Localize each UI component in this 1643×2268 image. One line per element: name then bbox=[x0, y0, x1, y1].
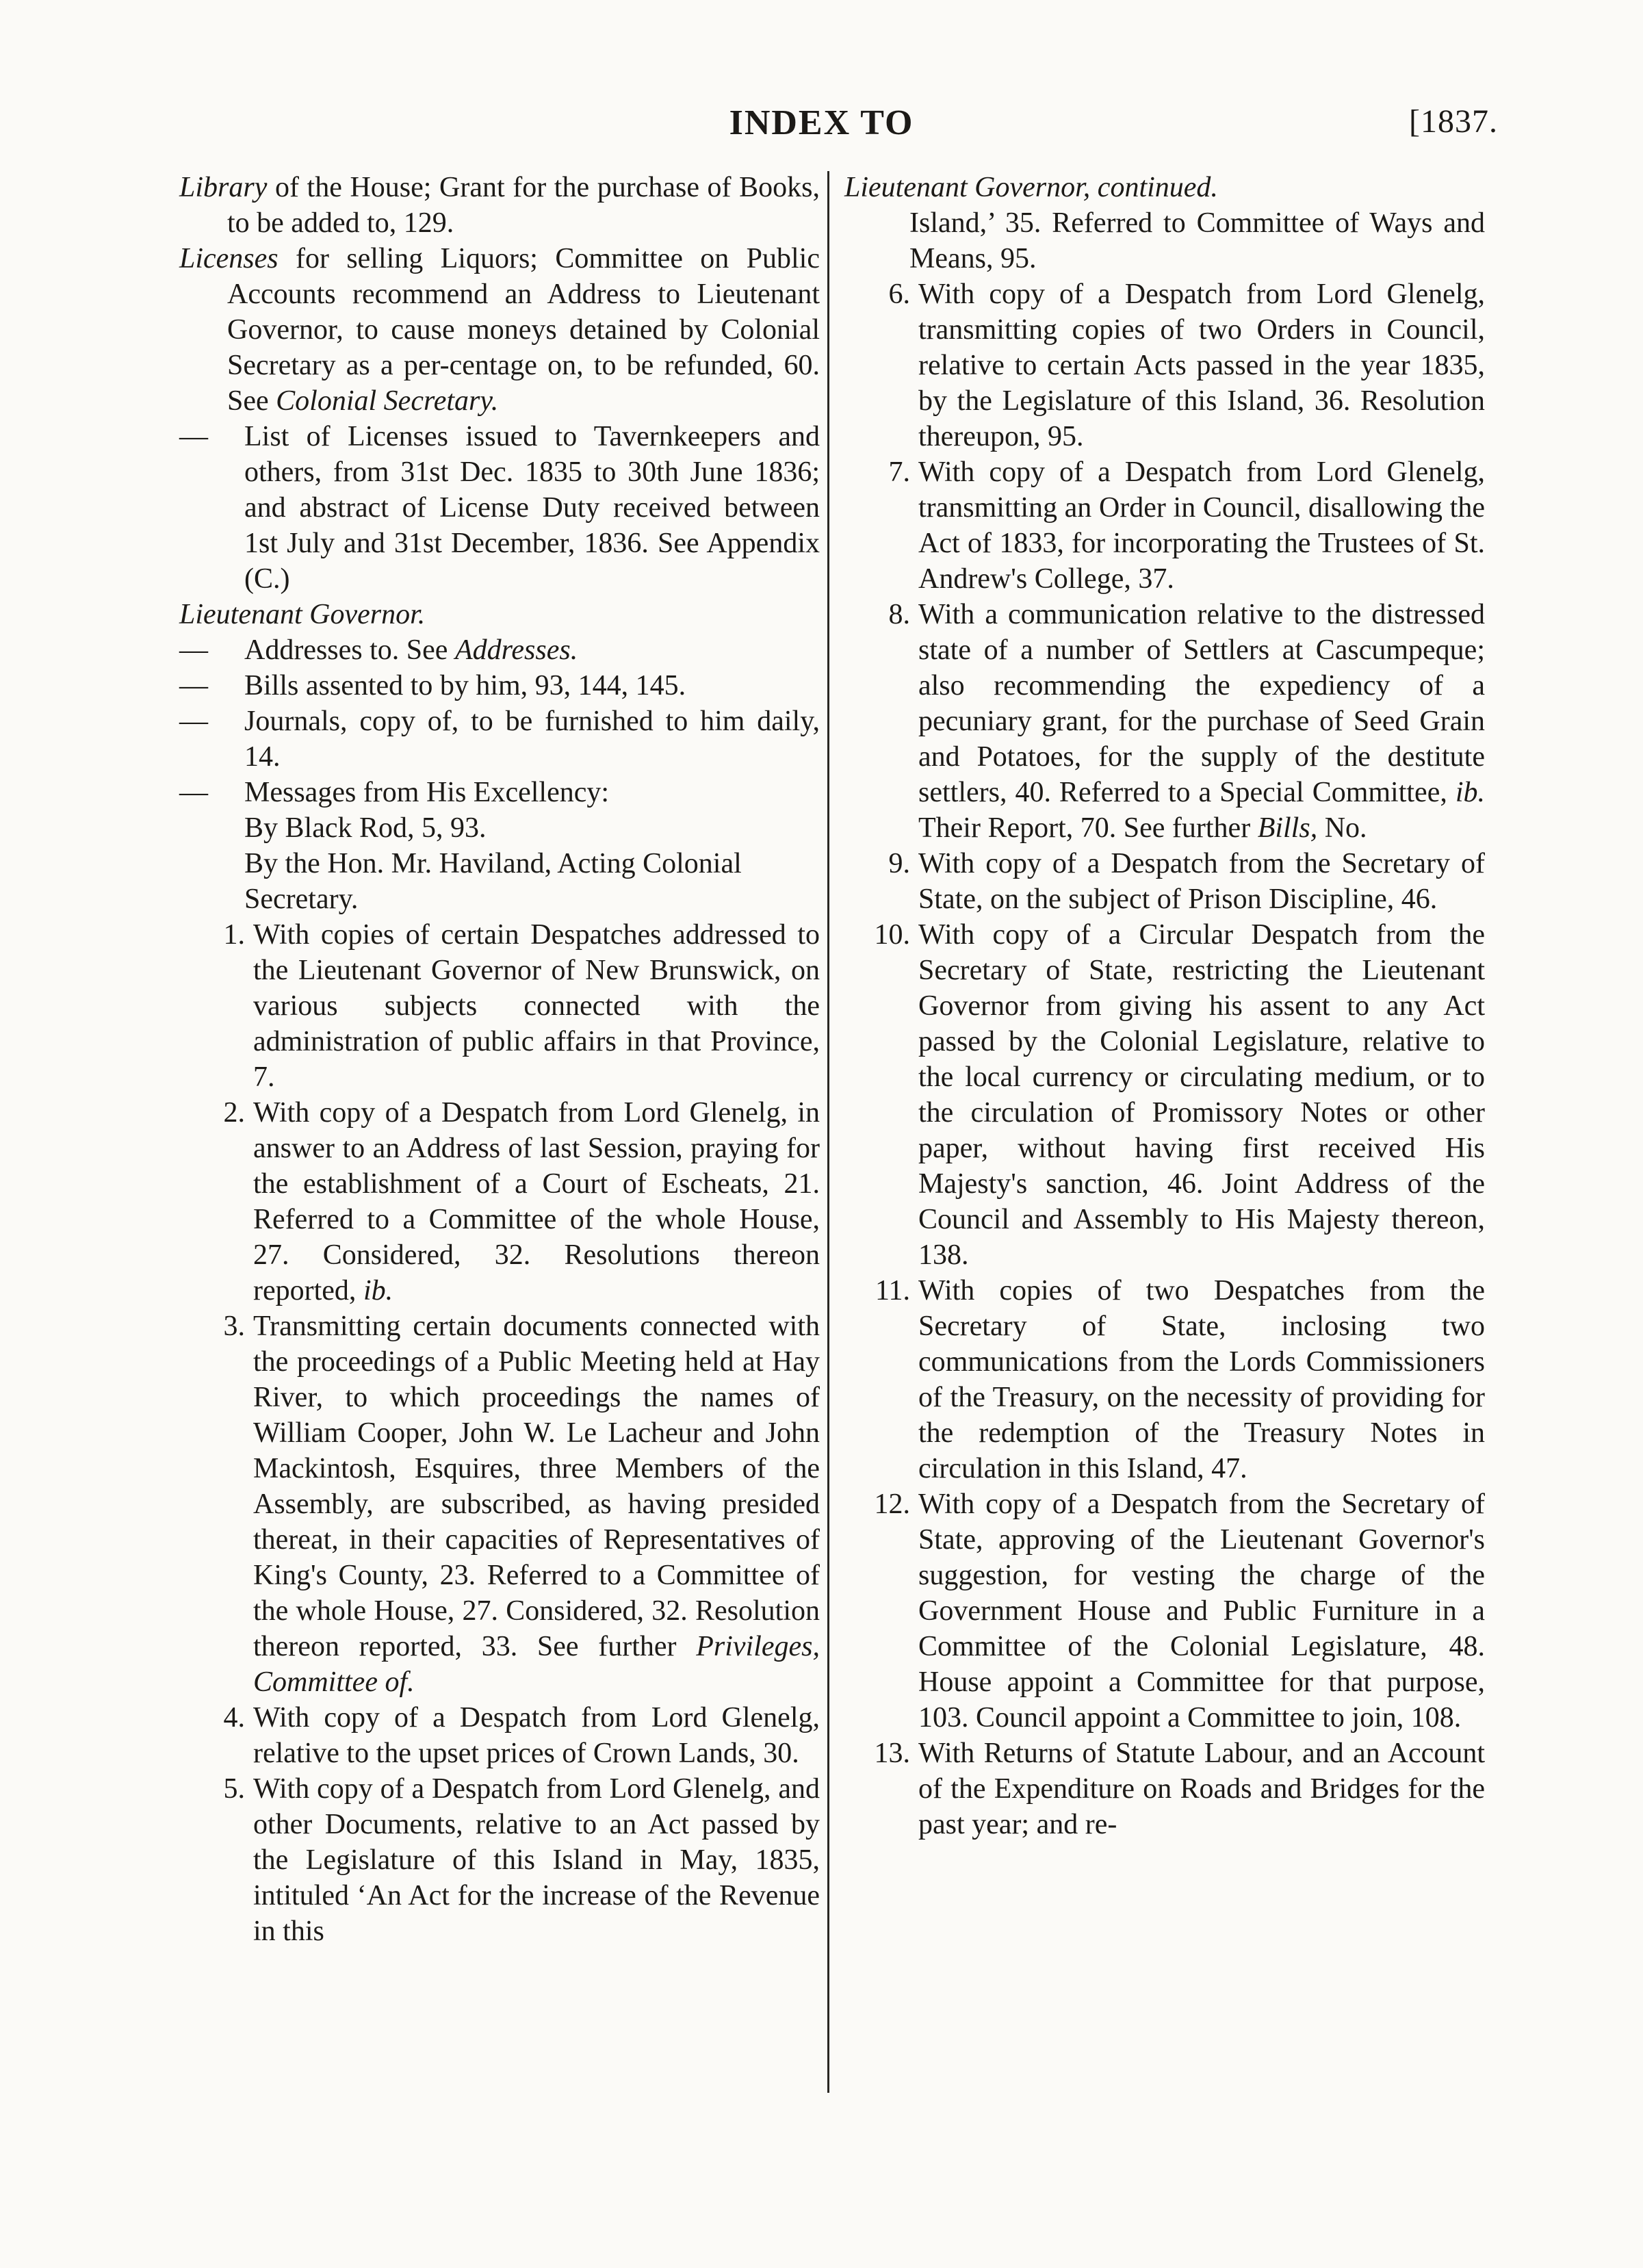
message-number: 9. bbox=[888, 848, 910, 879]
entry-bills bbox=[179, 668, 820, 704]
entry-head: Licenses bbox=[179, 243, 279, 274]
cross-reference: Colonial Secretary. bbox=[276, 385, 499, 417]
message-11 bbox=[844, 1273, 1485, 1486]
message-text: With copy of a Despatch from Lord Glenelg, relative to the upset prices of Crown Lands, 30. bbox=[253, 1702, 820, 1769]
dash-mark: — bbox=[179, 670, 208, 701]
entry-licenses-list bbox=[179, 419, 820, 597]
message-12 bbox=[844, 1486, 1485, 1736]
entry-licenses bbox=[179, 241, 820, 419]
entry-addresses bbox=[179, 632, 820, 668]
dash-mark: — bbox=[179, 634, 208, 666]
message-text-tail: No. bbox=[1317, 812, 1367, 844]
message-text: With copies of two Despatches from the Secretary of State, inclosing two communications from the Lords Commissioners of the Treasury, on the necessity of providing for the redemption of the Treasury Notes in circulation in this Island, 47. bbox=[918, 1275, 1485, 1484]
message-number: 1. bbox=[223, 919, 245, 951]
entry-haviland: By the Hon. Mr. Haviland, Acting Colonial Secretary. bbox=[244, 848, 742, 915]
entry-text: of the House; Grant for the purchase of Books, to be added to, 129. bbox=[227, 172, 820, 239]
message-10 bbox=[844, 917, 1485, 1273]
message-1 bbox=[179, 917, 820, 1095]
message-4 bbox=[179, 1700, 820, 1771]
message-3 bbox=[179, 1309, 820, 1700]
entry-journals bbox=[179, 704, 820, 775]
right-column bbox=[844, 170, 1485, 1842]
message-text: With a communication relative to the distressed state of a number of Settlers at Cascumpeque; also recommending the expediency of a pecuniary grant, for the purchase of Seed Grain and Potatoes, for the supply of the destitute settlers, 40. Referred to a Special Committee, bbox=[918, 599, 1485, 808]
message-number: 5. bbox=[223, 1773, 245, 1805]
message-text-continued: Their Report, 70. See further bbox=[918, 812, 1258, 844]
message-8 bbox=[844, 597, 1485, 846]
cross-reference: Bills, bbox=[1257, 812, 1318, 844]
message-number: 3. bbox=[223, 1311, 245, 1342]
message-text: With copy of a Despatch from the Secretary of State, approving of the Lieutenant Governor's suggestion, for vesting the charge of the Government House and Public Furniture in a Committee of the Colonial Legislature, 48. House appoint a Committee for that purpose, 103. Council appoint a Committee to join, 108. bbox=[918, 1489, 1485, 1734]
message-number: 8. bbox=[888, 599, 910, 630]
page-year: [1837. bbox=[1409, 103, 1498, 140]
left-column bbox=[179, 170, 820, 1949]
dash-mark: — bbox=[179, 777, 208, 808]
message-text: With copies of certain Despatches addressed to the Lieutenant Governor of New Brunswick, on various subjects connected with the administration of public affairs in that Province, 7. bbox=[253, 919, 820, 1093]
message-text: With copy of a Despatch from Lord Glenelg, transmitting an Order in Council, disallowing the Act of 1833, for incorporating the Trustees of St. Andrew's College, 37. bbox=[918, 456, 1485, 595]
message-number: 4. bbox=[223, 1702, 245, 1734]
entry-lieutenant-governor: Lieutenant Governor. bbox=[179, 599, 426, 630]
ibid-reference: ib. bbox=[363, 1275, 393, 1306]
entry-black-rod: By Black Rod, 5, 93. bbox=[244, 812, 487, 844]
message-number: 11. bbox=[875, 1275, 910, 1306]
message-text: With copy of a Despatch from Lord Glenelg, in answer to an Address of last Session, praying for the establishment of a Court of Escheats, 21. Referred to a Committee of the whole House, 27. Considered, 32. Resolutions thereon reported, bbox=[253, 1097, 820, 1306]
message-number: 6. bbox=[888, 279, 910, 310]
message-7 bbox=[844, 454, 1485, 597]
column-divider bbox=[827, 171, 829, 2093]
page-title: INDEX TO bbox=[729, 103, 914, 142]
continued-text: Island,’ 35. Referred to Committee of Ways and Means, 95. bbox=[909, 207, 1485, 274]
message-text: With copy of a Despatch from Lord Glenelg, and other Documents, relative to an Act passed by the Legislature of this Island in May, 1835, intituled ‘An Act for the increase of the Revenue in this bbox=[253, 1773, 820, 1947]
dash-mark: — bbox=[179, 421, 208, 452]
entry-text: Bills assented to by him, 93, 144, 145. bbox=[244, 670, 686, 701]
entry-text: List of Licenses issued to Tavernkeepers and others, from 31st Dec. 1835 to 30th June 1836; and abstract of License Duty received between 1st July and 31st December, 1836. See Appendix (C.) bbox=[244, 421, 820, 595]
cross-reference: Privileges, Committee of. bbox=[253, 1631, 820, 1698]
message-number: 2. bbox=[223, 1097, 245, 1129]
message-text: Transmitting certain documents connected with the proceedings of a Public Meeting held at Hay River, to which proceedings the names of William Cooper, John W. Le Lacheur and John Mackintosh, Esquires, three Members of the Assembly, are subscribed, as having presided thereat, in their capacities of Representatives of King's County, 23. Referred to a Committee of the whole House, 27. Considered, 32. Resolution thereon reported, 33. See further bbox=[253, 1311, 820, 1662]
message-text: With copy of a Despatch from the Secretary of State, on the subject of Prison Discipline, 46. bbox=[918, 848, 1485, 915]
message-text: With Returns of Statute Labour, and an Account of the Expenditure on Roads and Bridges for the past year; and re- bbox=[918, 1738, 1485, 1840]
entry-text: Messages from His Excellency: bbox=[244, 777, 610, 808]
entry-library bbox=[179, 170, 820, 241]
message-5 bbox=[179, 1771, 820, 1949]
message-text: With copy of a Despatch from Lord Glenelg, transmitting copies of two Orders in Council, relative to certain Acts passed in the year 1835, by the Legislature of this Island, 36. Resolution thereupon, 95. bbox=[918, 279, 1485, 452]
continued-heading: Lieutenant Governor, continued. bbox=[844, 172, 1218, 203]
entry-text: for selling Liquors; Committee on Public Accounts recommend an Address to Lieutenant Governor, to cause moneys detained by Colonial Secretary as a per-centage on, to be refunded, 60. See bbox=[227, 243, 820, 417]
message-6 bbox=[844, 276, 1485, 454]
message-number: 10. bbox=[874, 919, 910, 951]
ibid-reference: ib. bbox=[1455, 777, 1485, 808]
entry-messages bbox=[179, 775, 820, 810]
message-2 bbox=[179, 1095, 820, 1309]
message-13 bbox=[844, 1736, 1485, 1842]
cross-reference: Addresses. bbox=[454, 634, 578, 666]
message-number: 13. bbox=[874, 1738, 910, 1769]
message-text: With copy of a Circular Despatch from the Secretary of State, restricting the Lieutenant Governor from giving his assent to any Act passed by the Colonial Legislature, relative to the local currency or circulating medium, or to the circulation of Promissory Notes or other paper, without having first received His Majesty's sanction, 46. Joint Address of the Council and Assembly to His Majesty thereon, 138. bbox=[918, 919, 1485, 1271]
page-header bbox=[0, 103, 1643, 151]
message-number: 7. bbox=[888, 456, 910, 488]
message-9 bbox=[844, 846, 1485, 917]
entry-head: Library bbox=[179, 172, 268, 203]
entry-text: Addresses to. See bbox=[244, 634, 455, 666]
entry-text: Journals, copy of, to be furnished to him daily, 14. bbox=[244, 706, 820, 773]
dash-mark: — bbox=[179, 706, 208, 737]
message-number: 12. bbox=[874, 1489, 910, 1520]
